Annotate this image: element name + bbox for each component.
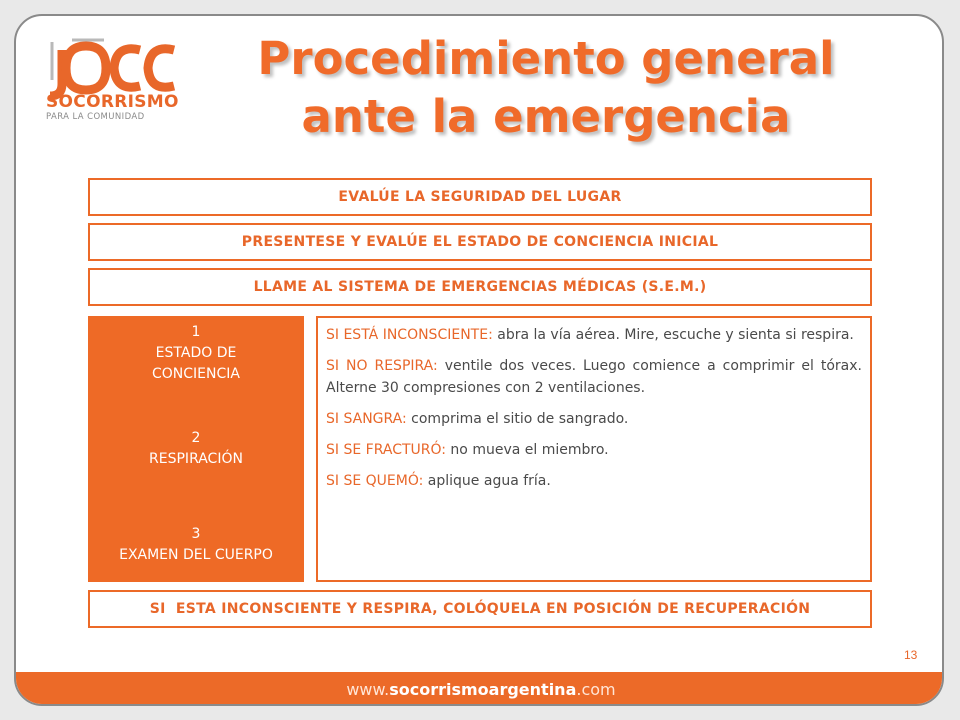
check-number: 1 bbox=[191, 324, 201, 340]
check-item bbox=[88, 428, 304, 470]
url-suffix: .com bbox=[576, 680, 616, 699]
instruction-item bbox=[326, 439, 862, 461]
instruction-keyword: SI ESTÁ INCONSCIENTE: bbox=[326, 327, 493, 343]
check-number: 3 bbox=[191, 526, 201, 542]
instruction-text: no mueva el miembro. bbox=[445, 442, 609, 458]
check-label: CONCIENCIA bbox=[152, 366, 240, 382]
instruction-keyword: SI SE QUEMÓ: bbox=[326, 473, 424, 489]
instruction-keyword: SI SE FRACTURÓ: bbox=[326, 442, 446, 458]
check-label: ESTADO DE bbox=[155, 345, 237, 361]
logo-text: SOCORRISMO bbox=[46, 92, 179, 112]
instruction-text: aplique agua fría. bbox=[423, 473, 551, 489]
url-brand: socorrismoargentina bbox=[389, 680, 577, 699]
instruction-text: ventile dos veces. Luego comience a comprimir el tórax. Alterne 30 compresiones con 2 ventilaciones. bbox=[326, 358, 862, 396]
instruction-item bbox=[326, 408, 862, 430]
check-label: EXAMEN DEL CUERPO bbox=[119, 547, 273, 563]
check-item bbox=[88, 322, 304, 385]
instruction-item bbox=[326, 324, 862, 346]
page-number: 13 bbox=[904, 648, 918, 662]
check-number: 2 bbox=[191, 430, 201, 446]
step-introduce-yourself: PRESENTESE Y EVALÚE EL ESTADO DE CONCIENCIA INICIAL bbox=[88, 223, 872, 261]
url-prefix: www. bbox=[346, 680, 390, 699]
instruction-item bbox=[326, 470, 862, 492]
page-title bbox=[196, 30, 896, 146]
instruction-keyword: SI SANGRA: bbox=[326, 411, 407, 427]
check-item bbox=[88, 524, 304, 566]
recovery-position-note: SI ESTA INCONSCIENTE Y RESPIRA, COLÓQUELA EN POSICIÓN DE RECUPERACIÓN bbox=[88, 590, 872, 628]
instruction-text: abra la vía aérea. Mire, escuche y sienta si respira. bbox=[492, 327, 854, 343]
title-line-2: ante la emergencia bbox=[301, 90, 791, 143]
checks-panel bbox=[88, 316, 304, 582]
instruction-item bbox=[326, 355, 862, 399]
instruction-text: comprima el sitio de sangrado. bbox=[406, 411, 629, 427]
slide bbox=[14, 14, 944, 706]
step-evaluate-safety: EVALÚE LA SEGURIDAD DEL LUGAR bbox=[88, 178, 872, 216]
instruction-keyword: SI NO RESPIRA: bbox=[326, 358, 438, 374]
footer-url[interactable] bbox=[16, 680, 944, 699]
title-line-1: Procedimiento general bbox=[257, 32, 835, 85]
step-call-sem: LLAME AL SISTEMA DE EMERGENCIAS MÉDICAS (S.E.M.) bbox=[88, 268, 872, 306]
instructions-panel bbox=[316, 316, 872, 582]
logo-subtext: PARA LA COMUNIDAD bbox=[46, 112, 145, 122]
check-label: RESPIRACIÓN bbox=[149, 451, 243, 467]
socorrismo-logo bbox=[44, 36, 194, 146]
